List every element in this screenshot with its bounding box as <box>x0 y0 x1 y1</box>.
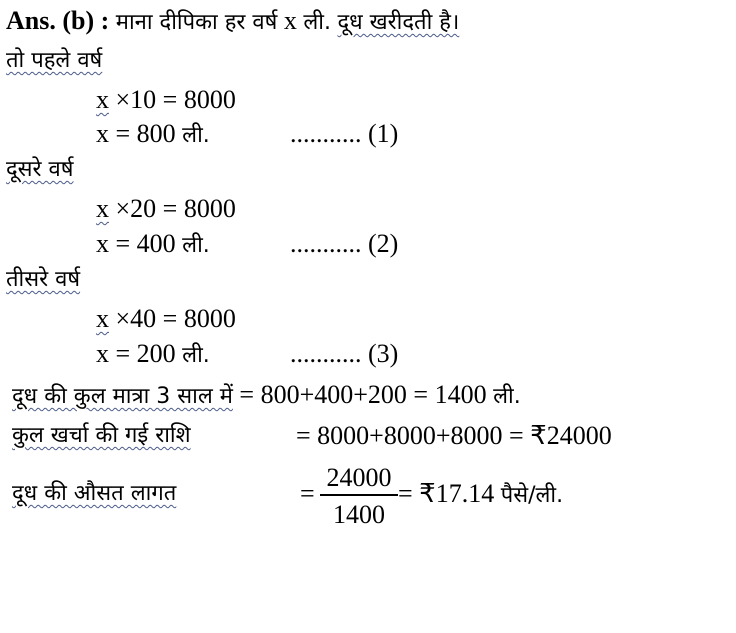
year-1-reference: ........... (1) <box>290 119 399 148</box>
answer-label: Ans. (b) : <box>6 6 110 35</box>
year-3-eq1-variable: x <box>96 304 109 333</box>
year-2-eq2-unit: ली. <box>182 233 210 258</box>
year-2-heading: दूसरे वर्ष <box>6 157 74 182</box>
intro-unit: ली. <box>303 10 331 35</box>
year-1-eq1-rest: ×10 = 8000 <box>115 85 236 114</box>
avg-cost-result-value: = ₹17.14 <box>398 479 495 508</box>
year-2-eq2-lhs: x = 400 <box>96 229 176 258</box>
total-cost-value: = 8000+8000+8000 = ₹24000 <box>296 421 612 450</box>
avg-cost-label: दूध की औसत लागत <box>12 481 177 506</box>
year-3-eq2-lhs: x = 200 <box>96 339 176 368</box>
year-2-eq1-rest: ×20 = 8000 <box>115 194 236 223</box>
avg-cost-equals: = <box>300 479 315 508</box>
avg-cost-result-unit: पैसे/ली. <box>500 483 564 508</box>
intro-text: माना दीपिका हर वर्ष <box>115 10 278 35</box>
intro-tail: दूध खरीदती है। <box>337 10 460 35</box>
avg-cost-result <box>398 479 563 511</box>
year-3-eq2-unit: ली. <box>182 343 210 368</box>
year-3-equation-1 <box>96 304 236 334</box>
year-1-equation-2 <box>96 119 210 151</box>
year-1-eq2-lhs: x = 800 <box>96 119 176 148</box>
year-2-reference: ........... (2) <box>290 229 399 258</box>
total-cost-label: कुल खर्चा की गई राशि <box>12 423 191 448</box>
total-milk-label: दूध की कुल मात्रा 3 साल में <box>12 384 233 409</box>
year-3-reference: ........... (3) <box>290 339 399 368</box>
avg-cost-numerator: 24000 <box>326 463 392 492</box>
avg-cost-fraction-bar <box>320 494 398 496</box>
year-1-heading: तो पहले वर्ष <box>6 48 103 73</box>
year-1-eq1-variable: x <box>96 85 109 114</box>
total-milk-unit: ली. <box>493 384 521 409</box>
intro-variable: x <box>283 6 297 35</box>
year-2-equation-2 <box>96 229 210 261</box>
total-milk-line <box>12 380 521 412</box>
year-2-eq1-variable: x <box>96 194 109 223</box>
year-2-equation-1 <box>96 194 236 224</box>
year-1-eq2-unit: ली. <box>182 123 210 148</box>
year-1-equation-1 <box>96 85 236 115</box>
year-3-equation-2 <box>96 339 210 371</box>
avg-cost-denominator: 1400 <box>333 500 385 529</box>
year-3-heading: तीसरे वर्ष <box>6 267 81 292</box>
answer-intro-line <box>6 6 459 38</box>
year-3-eq1-rest: ×40 = 8000 <box>115 304 236 333</box>
total-milk-value: = 800+400+200 = 1400 <box>239 380 487 409</box>
